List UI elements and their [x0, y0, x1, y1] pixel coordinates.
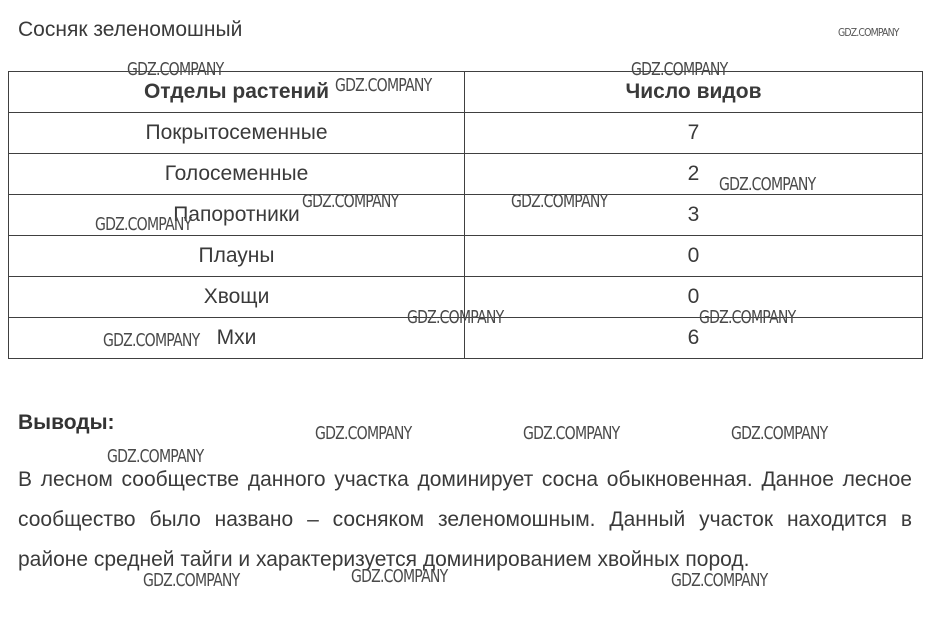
- watermark: GDZ.COMPANY: [671, 570, 768, 591]
- watermark: GDZ.COMPANY: [107, 446, 204, 467]
- division-cell: Хвощи: [9, 277, 465, 318]
- watermark: GDZ.COMPANY: [631, 59, 728, 80]
- watermark: GDZ.COMPANY: [838, 26, 899, 39]
- conclusions-paragraph: В лесном сообществе данного участка доминирует сосна обыкновенная. Данное лесное сообщество было названо – сосняком зеленомошным. Данный участок находится в районе средней тайги и характеризуется доминированием хвойных пород.: [18, 468, 912, 571]
- header-plant-divisions: Отделы растений: [9, 72, 465, 113]
- watermark: GDZ.COMPANY: [95, 214, 192, 235]
- watermark: GDZ.COMPANY: [407, 307, 504, 328]
- watermark: GDZ.COMPANY: [351, 566, 448, 587]
- table-row: [9, 236, 923, 277]
- conclusions-title: Выводы:: [18, 411, 115, 434]
- count-cell: 3: [465, 195, 923, 236]
- count-cell: 0: [465, 277, 923, 318]
- division-cell: Покрытосеменные: [9, 113, 465, 154]
- count-cell: 7: [465, 113, 923, 154]
- division-cell: Плауны: [9, 236, 465, 277]
- watermark: GDZ.COMPANY: [127, 59, 224, 80]
- watermark: GDZ.COMPANY: [302, 191, 399, 212]
- watermark: GDZ.COMPANY: [103, 330, 200, 351]
- division-cell: Мхи: [9, 318, 465, 359]
- watermark: GDZ.COMPANY: [523, 423, 620, 444]
- watermark: GDZ.COMPANY: [143, 570, 240, 591]
- watermark: GDZ.COMPANY: [699, 307, 796, 328]
- watermark: GDZ.COMPANY: [511, 191, 608, 212]
- division-cell: Голосеменные: [9, 154, 465, 195]
- watermark: GDZ.COMPANY: [315, 423, 412, 444]
- count-cell: 6: [465, 318, 923, 359]
- count-cell: 0: [465, 236, 923, 277]
- division-cell: Папоротники: [9, 195, 465, 236]
- watermark: GDZ.COMPANY: [335, 75, 432, 96]
- page-heading: Сосняк зеленомошный: [18, 18, 243, 41]
- count-cell: 2: [465, 154, 923, 195]
- watermark: GDZ.COMPANY: [719, 174, 816, 195]
- header-species-count: Число видов: [465, 72, 923, 113]
- watermark: GDZ.COMPANY: [731, 423, 828, 444]
- table-row: [9, 113, 923, 154]
